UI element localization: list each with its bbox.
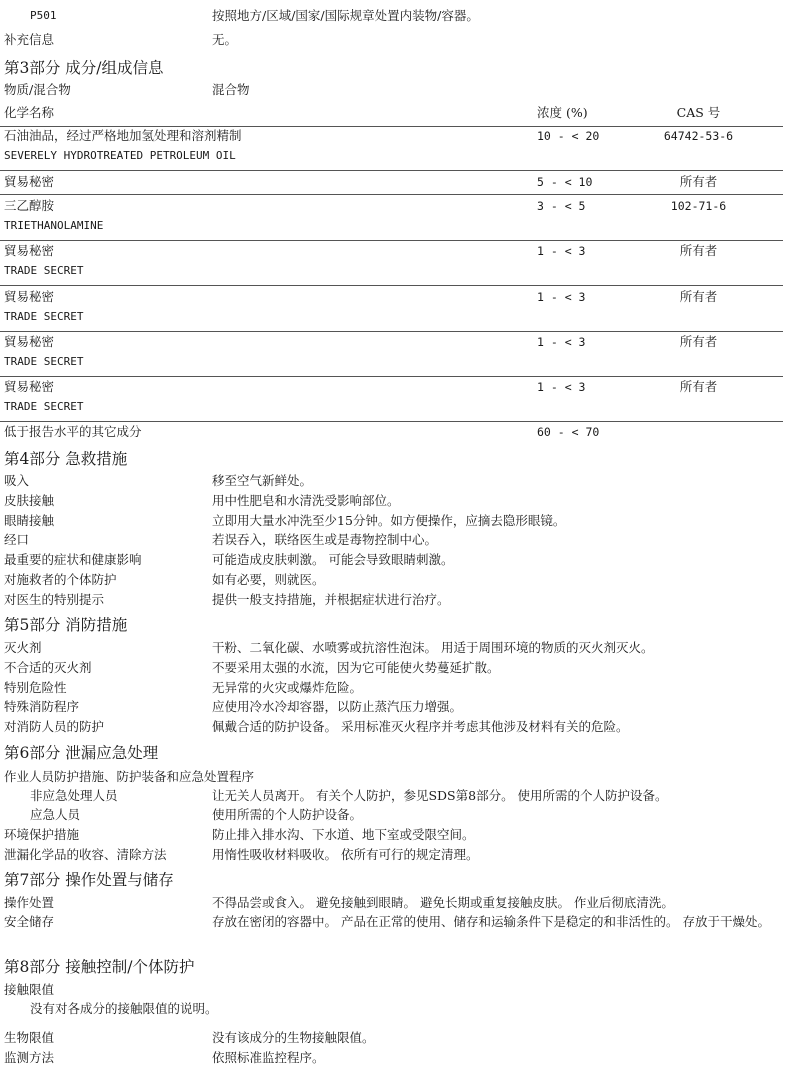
field-label: 经口 xyxy=(4,532,30,547)
chemical-name: 低于报告水平的其它成分 xyxy=(4,424,142,439)
cas-number: 所有者 xyxy=(679,289,718,304)
field-value: 使用所需的个人防护设备。 xyxy=(212,807,363,822)
substance-row xyxy=(0,80,790,100)
spill-row xyxy=(0,845,790,865)
chemical-name: 三乙醇胺 xyxy=(4,198,55,213)
field-label: 生物限值 xyxy=(4,1030,55,1045)
field-label: 对施救者的个体防护 xyxy=(4,572,117,587)
field-value: 应使用冷水冷却容器，以防止蒸汽压力增强。 xyxy=(212,699,463,714)
divider xyxy=(0,285,783,286)
field-value: 无异常的火灾或爆炸危险。 xyxy=(212,680,363,695)
field-value: 提供一般支持措施，并根据症状进行治疗。 xyxy=(212,592,450,607)
field-value: 存放在密闭的容器中。 产品在正常的使用、储存和运输条件下是稳定的和非活性的。 存放于干燥处。 xyxy=(212,914,770,929)
handling-row xyxy=(0,912,790,948)
field-label: 操作处置 xyxy=(4,895,55,910)
chemical-name: 貿易秘密 xyxy=(4,289,55,304)
exposure-limits-note-row xyxy=(0,999,790,1019)
field-value: 没有该成分的生物接触限值。 xyxy=(212,1030,375,1045)
exposure-row xyxy=(0,1048,790,1068)
field-label: 应急人员 xyxy=(30,807,81,822)
cas-number: 所有者 xyxy=(679,243,718,258)
chemical-english-name: SEVERELY HYDROTREATED PETROLEUM OIL xyxy=(4,149,236,162)
field-value: 佩戴合适的防护设备。 采用标准灭火程序并考虑其他涉及材料有关的危险。 xyxy=(212,719,629,734)
firefighting-row xyxy=(0,658,790,678)
col-concentration: 浓度 (%) xyxy=(537,105,588,120)
composition-row xyxy=(0,241,790,261)
subheading: 作业人员防护措施、防护装备和应急处置程序 xyxy=(4,769,255,784)
substance-value: 混合物 xyxy=(212,82,250,97)
cas-number: 64742-53-6 xyxy=(663,129,734,143)
first-aid-row xyxy=(0,570,790,590)
field-label: 对医生的特别提示 xyxy=(4,592,105,607)
field-label: 不合适的灭火剂 xyxy=(4,660,92,675)
field-value: 用中性肥皂和水清洗受影响部位。 xyxy=(212,493,400,508)
handling-row xyxy=(0,893,790,913)
p501-code: P501 xyxy=(30,9,57,22)
field-value: 用惰性吸收材料吸收。 依所有可行的规定清理。 xyxy=(212,847,479,862)
p501-text: 按照地方/区域/国家/国际规章处置内装物/容器。 xyxy=(212,8,479,23)
concentration: 1 - < 3 xyxy=(537,380,586,394)
concentration: 5 - < 10 xyxy=(537,175,593,189)
substance-label: 物质/混合物 xyxy=(4,82,71,97)
chemical-english-name: TRADE SECRET xyxy=(4,310,84,323)
supplement-label: 补充信息 xyxy=(4,32,55,47)
concentration: 1 - < 3 xyxy=(537,335,586,349)
field-label: 皮肤接触 xyxy=(4,493,55,508)
chemical-name: 貿易秘密 xyxy=(4,243,55,258)
cas-number: 102-71-6 xyxy=(670,199,727,213)
chemical-name: 石油油品，经过严格地加氢处理和溶剂精制 xyxy=(4,128,242,143)
section-6-title: 第6部分 泄漏应急处理 xyxy=(4,744,159,762)
field-note: 没有对各成分的接触限值的说明。 xyxy=(30,1001,218,1016)
supplement-value: 无。 xyxy=(212,32,238,47)
field-label: 安全储存 xyxy=(4,914,55,929)
field-value: 依照标准监控程序。 xyxy=(212,1050,325,1065)
chemical-name: 貿易秘密 xyxy=(4,379,55,394)
field-label: 眼睛接触 xyxy=(4,513,55,528)
composition-row xyxy=(0,287,790,307)
concentration: 60 - < 70 xyxy=(537,425,600,439)
field-value: 不要采用太强的水流，因为它可能使火势蔓延扩散。 xyxy=(212,660,500,675)
chemical-english-name: TRIETHANOLAMINE xyxy=(4,219,104,232)
concentration: 1 - < 3 xyxy=(537,244,586,258)
composition-row xyxy=(0,172,790,192)
section-6-heading-row xyxy=(0,767,790,787)
concentration: 3 - < 5 xyxy=(537,199,586,213)
first-aid-row xyxy=(0,491,790,511)
composition-row xyxy=(0,332,790,352)
field-label: 特殊消防程序 xyxy=(4,699,80,714)
section-3-title: 第3部分 成分/组成信息 xyxy=(4,59,164,77)
chemical-english-name: TRADE SECRET xyxy=(4,264,84,277)
first-aid-row xyxy=(0,471,790,491)
cas-number: 所有者 xyxy=(679,174,718,189)
firefighting-row xyxy=(0,697,790,717)
field-label: 泄漏化学品的收容、清除方法 xyxy=(4,847,167,862)
spill-row xyxy=(0,805,790,825)
cas-number: 所有者 xyxy=(679,379,718,394)
exposure-limits-row xyxy=(0,980,790,1000)
concentration: 10 - < 20 xyxy=(537,129,600,143)
field-value: 立即用大量水冲洗至少15分钟。如方便操作，应摘去隐形眼镜。 xyxy=(212,513,566,528)
field-label: 灭火剂 xyxy=(4,640,42,655)
spill-row xyxy=(0,825,790,845)
composition-row xyxy=(0,126,790,146)
col-chemical-name: 化学名称 xyxy=(4,105,55,120)
field-label: 环境保护措施 xyxy=(4,827,80,842)
first-aid-row xyxy=(0,550,790,570)
chemical-english-name: TRADE SECRET xyxy=(4,355,84,368)
supplement-row xyxy=(0,30,790,50)
first-aid-row xyxy=(0,530,790,550)
field-value: 让无关人员离开。 有关个人防护，参见SDS第8部分。 使用所需的个人防护设备。 xyxy=(212,788,668,803)
p501-row xyxy=(0,6,790,26)
field-label: 对消防人员的防护 xyxy=(4,719,105,734)
chemical-english-name: TRADE SECRET xyxy=(4,400,84,413)
first-aid-row xyxy=(0,511,790,531)
col-cas: CAS 号 xyxy=(676,105,721,120)
field-value: 不得品尝或食入。 避免接触到眼睛。 避免长期或重复接触皮肤。 作业后彻底清洗。 xyxy=(212,895,674,910)
field-label: 监测方法 xyxy=(4,1050,55,1065)
exposure-row xyxy=(0,1028,790,1048)
section-5-title: 第5部分 消防措施 xyxy=(4,616,128,634)
composition-row xyxy=(0,196,790,216)
chemical-name: 貿易秘密 xyxy=(4,174,55,189)
field-label: 非应急处理人员 xyxy=(30,788,118,803)
first-aid-row xyxy=(0,590,790,610)
chemical-name: 貿易秘密 xyxy=(4,334,55,349)
concentration: 1 - < 3 xyxy=(537,290,586,304)
divider xyxy=(0,170,783,171)
field-value: 若误吞入，联络医生或是毒物控制中心。 xyxy=(212,532,438,547)
field-label: 最重要的症状和健康影响 xyxy=(4,552,142,567)
firefighting-row xyxy=(0,638,790,658)
composition-row-other xyxy=(0,422,790,442)
field-value: 干粉、二氧化碳、水喷雾或抗溶性泡沫。 用适于周围环境的物质的灭火剂灭火。 xyxy=(212,640,654,655)
field-value: 移至空气新鲜处。 xyxy=(212,473,313,488)
field-value: 如有必要，则就医。 xyxy=(212,572,325,587)
section-4-title: 第4部分 急救措施 xyxy=(4,450,128,468)
field-value: 可能造成皮肤刺激。 可能会导致眼睛刺激。 xyxy=(212,552,454,567)
field-label: 吸入 xyxy=(4,473,30,488)
field-label: 接触限值 xyxy=(4,982,55,997)
composition-row xyxy=(0,377,790,397)
firefighting-row xyxy=(0,717,790,737)
field-value: 防止排入排水沟、下水道、地下室或受限空间。 xyxy=(212,827,475,842)
composition-header xyxy=(0,103,790,123)
cas-number: 所有者 xyxy=(679,334,718,349)
section-8-title: 第8部分 接触控制/个体防护 xyxy=(4,958,195,976)
firefighting-row xyxy=(0,678,790,698)
field-label: 特别危险性 xyxy=(4,680,67,695)
section-7-title: 第7部分 操作处置与储存 xyxy=(4,871,174,889)
divider xyxy=(0,194,783,195)
spill-row xyxy=(0,786,790,806)
